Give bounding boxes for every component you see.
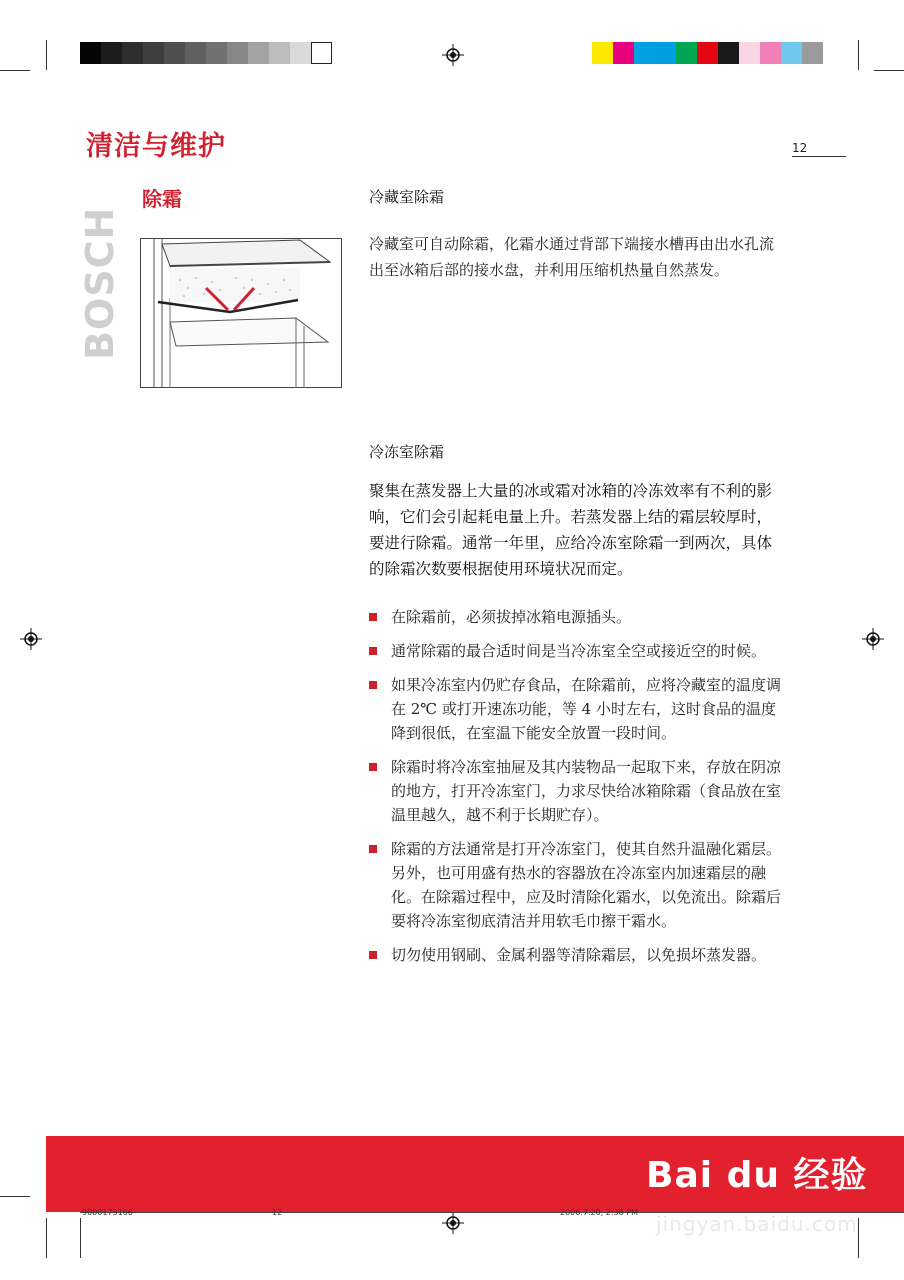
- calibration-swatch: [269, 42, 290, 64]
- defrost-illustration: [140, 238, 342, 388]
- calibration-swatch: [101, 42, 122, 64]
- instruction-list: [369, 605, 789, 977]
- calibration-swatch: [80, 42, 101, 64]
- calibration-swatch: [311, 42, 332, 64]
- registration-mark-icon: [442, 1212, 464, 1234]
- calibration-swatch: [592, 42, 613, 64]
- bullet-square-icon: [369, 681, 377, 689]
- footer-code: 9000173106: [82, 1208, 133, 1217]
- fridge-defrost-text: 冷藏室可自动除霜，化霜水通过背部下端接水槽再由出水孔流出至冰箱后部的接水盘，并利用压缩机热量自然蒸发。: [369, 235, 775, 279]
- calibration-swatch: [739, 42, 760, 64]
- calibration-swatch: [697, 42, 718, 64]
- section-heading: 除霜: [142, 187, 182, 211]
- crop-mark: [0, 70, 30, 71]
- divider: [792, 156, 846, 157]
- calibration-swatch: [164, 42, 185, 64]
- gray-calibration-bar: [80, 42, 332, 64]
- footer-page-number: 12: [272, 1208, 283, 1217]
- calibration-swatch: [760, 42, 781, 64]
- registration-mark-icon: [20, 628, 42, 650]
- crop-mark: [874, 70, 904, 71]
- watermark-site: jingyan.baidu.com: [656, 1212, 858, 1236]
- watermark-logo: Bai du 经验: [646, 1155, 868, 1196]
- calibration-swatch: [248, 42, 269, 64]
- calibration-swatch: [613, 42, 634, 64]
- crop-mark: [80, 1218, 81, 1258]
- list-item: 除霜的方法通常是打开冷冻室门，使其自然升温融化霜层。另外，也可用盛有热水的容器放在冷冻室内加速霜层的融化。在除霜过程中，应及时清除化霜水，以免流出。除霜后要将冷冻室彻底清洁并用软毛巾擦干霜水。: [369, 837, 789, 933]
- crop-mark: [0, 1196, 30, 1197]
- bullet-square-icon: [369, 951, 377, 959]
- color-calibration-bar: [592, 42, 823, 64]
- registration-mark-icon: [862, 628, 884, 650]
- freezer-defrost-heading: 冷冻室除霜: [369, 443, 445, 461]
- calibration-swatch: [185, 42, 206, 64]
- crop-mark: [46, 40, 47, 70]
- calibration-swatch: [634, 42, 655, 64]
- footer-timestamp: 2006.7.20, 2:38 PM: [560, 1208, 639, 1217]
- calibration-swatch: [290, 42, 311, 64]
- calibration-swatch: [143, 42, 164, 64]
- calibration-swatch: [122, 42, 143, 64]
- bullet-square-icon: [369, 845, 377, 853]
- fridge-defrost-heading: 冷藏室除霜: [369, 188, 445, 206]
- calibration-swatch: [802, 42, 823, 64]
- registration-mark-icon: [442, 44, 464, 66]
- crop-mark: [858, 1218, 859, 1258]
- calibration-swatch: [781, 42, 802, 64]
- bullet-square-icon: [369, 647, 377, 655]
- calibration-swatch: [655, 42, 676, 64]
- list-item: 在除霜前，必须拔掉冰箱电源插头。: [369, 605, 789, 629]
- page-title: 清洁与维护: [86, 131, 226, 162]
- bullet-square-icon: [369, 613, 377, 621]
- bullet-square-icon: [369, 763, 377, 771]
- list-item: 切勿使用钢刷、金属利器等清除霜层，以免损坏蒸发器。: [369, 943, 789, 967]
- list-item: 如果冷冻室内仍贮存食品，在除霜前，应将冷藏室的温度调在 2℃ 或打开速冻功能，等 4 小时左右，这时食品的温度降到很低，在室温下能安全放置一段时间。: [369, 673, 789, 745]
- list-item: 通常除霜的最合适时间是当冷冻室全空或接近空的时候。: [369, 639, 789, 663]
- crop-mark: [46, 1218, 47, 1258]
- list-item: 除霜时将冷冻室抽屉及其内装物品一起取下来，存放在阴凉的地方，打开冷冻室门，力求尽快给冰箱除霜（食品放在室温里越久，越不利于长期贮存）。: [369, 755, 789, 827]
- crop-mark: [858, 40, 859, 70]
- freezer-defrost-text: 聚集在蒸发器上大量的冰或霜对冰箱的冷冻效率有不利的影响，它们会引起耗电量上升。若蒸发器上结的霜层较厚时，要进行除霜。通常一年里，应给冷冻室除霜一到两次，具体的除霜次数要根据使用环境状况而定。: [369, 482, 773, 578]
- calibration-swatch: [206, 42, 227, 64]
- calibration-swatch: [718, 42, 739, 64]
- page-number: 12: [792, 141, 808, 155]
- calibration-swatch: [227, 42, 248, 64]
- calibration-swatch: [676, 42, 697, 64]
- brand-logo: BOSCH: [78, 206, 122, 360]
